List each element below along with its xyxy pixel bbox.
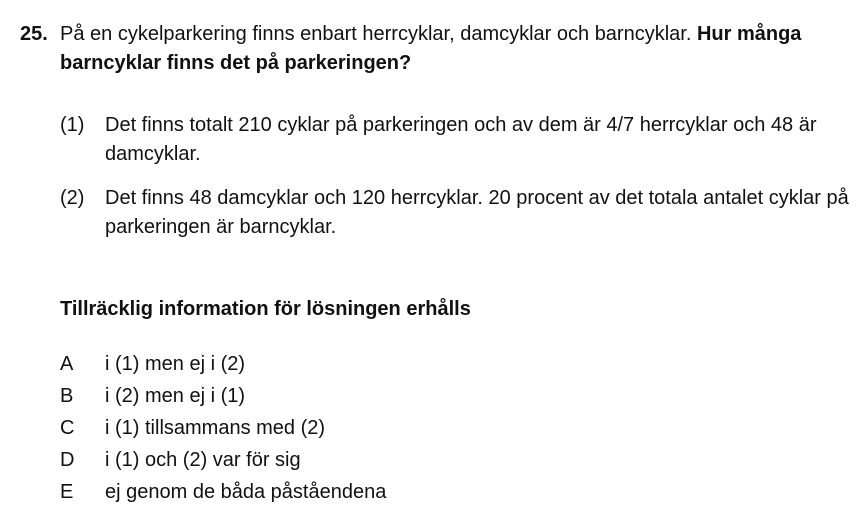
info-heading: Tillräcklig information för lösningen erhålls [60, 298, 471, 320]
statement-2 [60, 184, 850, 242]
question-number: 25. [20, 23, 48, 45]
option-d[interactable] [60, 446, 560, 478]
question-text-plain: På en cykelparkering finns enbart herrcyklar, damcyklar och barncyklar. [60, 23, 692, 45]
statement-1 [60, 111, 850, 169]
option-c[interactable] [60, 414, 560, 446]
statements [60, 111, 850, 257]
option-text: i (2) men ej i (1) [105, 385, 246, 407]
option-letter: E [60, 481, 74, 503]
option-b[interactable] [60, 382, 560, 414]
answer-options [60, 350, 560, 510]
option-a[interactable] [60, 350, 560, 382]
option-e[interactable] [60, 478, 560, 510]
statement-text: Det finns 48 damcyklar och 120 herrcyklar. 20 procent av det totala antalet cyklar på parkeringen är barncyklar. [105, 187, 849, 238]
option-letter: A [60, 353, 74, 375]
option-text: i (1) och (2) var för sig [105, 449, 301, 471]
question-text-bold: Hur många barncyklar finns det på parkeringen? [60, 23, 802, 74]
question-text [60, 20, 840, 78]
option-text: ej genom de båda påståendena [105, 481, 387, 503]
option-text: i (1) tillsammans med (2) [105, 417, 326, 439]
option-letter: D [60, 449, 75, 471]
option-letter: B [60, 385, 74, 407]
option-letter: C [60, 417, 75, 439]
statement-text: Det finns totalt 210 cyklar på parkeringen och av dem är 4/7 herrcyklar och 48 är damcyklar. [105, 114, 817, 165]
option-text: i (1) men ej i (2) [105, 353, 246, 375]
statement-number: (1) [60, 114, 85, 136]
statement-number: (2) [60, 187, 85, 209]
